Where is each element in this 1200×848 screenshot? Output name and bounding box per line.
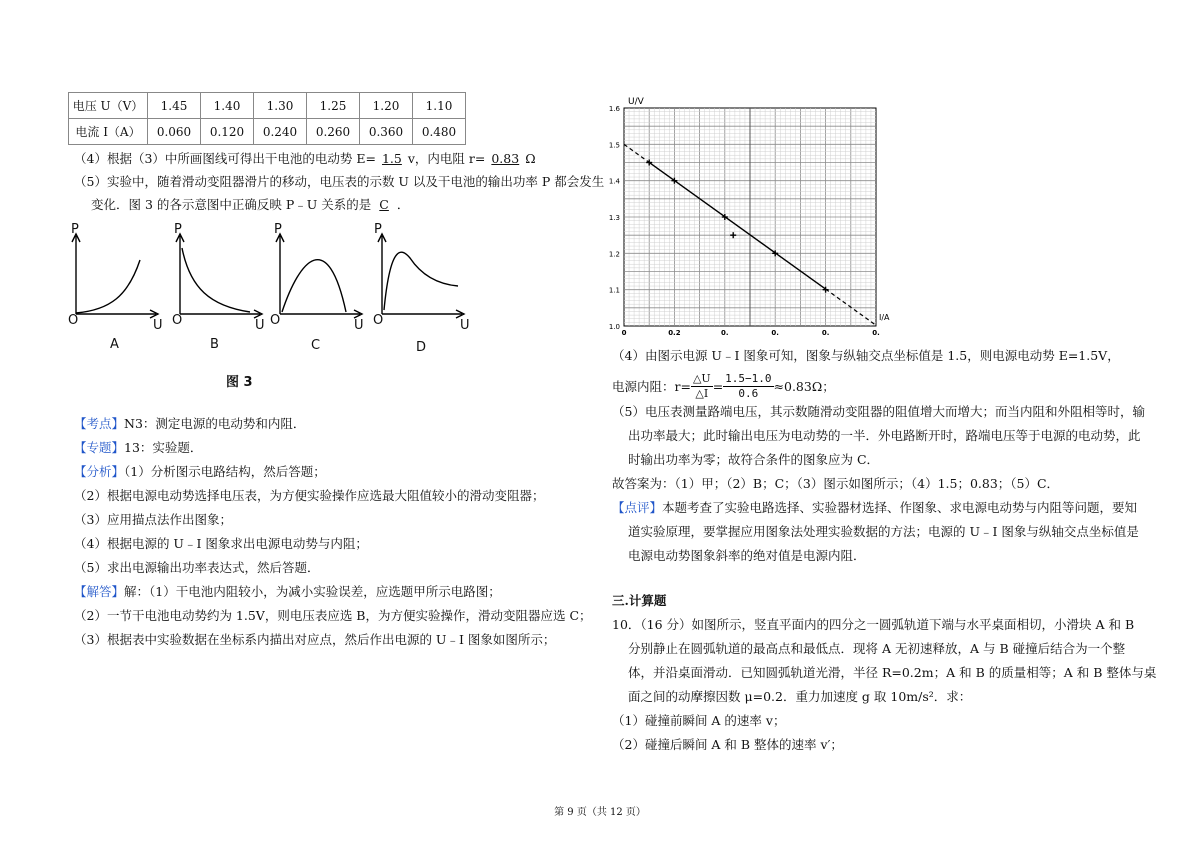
x-tick-label: 0.2 [668, 329, 681, 336]
fenxi-tag: 【分析】 [74, 464, 125, 479]
fraction-values-numerator: 1.5−1.0 [725, 372, 772, 385]
formula-result: ≈0.83Ω； [773, 378, 835, 394]
table-cell: 1.40 [201, 93, 254, 119]
graph-a-u-label: U [153, 318, 163, 333]
question-4-line [74, 151, 536, 167]
q10-line-1: 10．（16 分）如图所示，竖直平面内的四分之一圆弧轨道下端与水平桌面相切，小滑块 A 和 B [612, 617, 1135, 632]
table-cell: 1.10 [413, 93, 466, 119]
graph-d-u-label: U [460, 318, 470, 333]
q5-answer: C [379, 197, 389, 212]
table-cell: 0.360 [360, 119, 413, 145]
fraction-delta-denominator: △I [695, 387, 709, 400]
graph-c-curve [282, 260, 346, 312]
graph-c-label: C [311, 338, 321, 353]
answer-line: 故答案为：（1）甲；（2）B；C；（3）图示如图所示；（4）1.5；0.83；（5）C． [612, 476, 1060, 491]
chart-x-axis-label: I/A [879, 313, 890, 322]
table-header-cell: 电压 U（V） [69, 93, 148, 119]
q10-line-2: 分别静止在圆弧轨道的最高点和最低点．现将 A 无初速释放，A 与 B 碰撞后结合为一个整 [628, 641, 1126, 656]
fraction-values [723, 372, 773, 401]
u-i-chart [606, 96, 898, 336]
page-footer: 第 9 页（共 12 页） [554, 807, 646, 818]
zhuanti-tag: 【专题】 [74, 440, 125, 455]
right-q4-line: （4）由图示电源 U﹣I 图象可知，图象与纵轴交点坐标值是 1.5，则电源电动势 E=1.5V， [612, 348, 1120, 363]
y-tick-label: 1.3 [608, 214, 620, 222]
x-tick-label: 0. [821, 329, 830, 336]
dianping-line [612, 500, 1137, 516]
question-5-line1: （5）实验中，随着滑动变阻器滑片的移动，电压表的示数 U 以及干电池的输出功率 P 都会发生 [74, 174, 605, 189]
jieda-line [74, 584, 501, 600]
graph-a-label: A [110, 337, 119, 352]
y-tick-label: 1.4 [608, 177, 620, 186]
question-5-line2 [91, 197, 409, 213]
y-tick-label: 1.2 [608, 250, 620, 259]
table-cell: 1.45 [148, 93, 201, 119]
fenxi-line-3: （3）应用描点法作出图象； [74, 512, 232, 527]
dianping-tag: 【点评】 [612, 500, 663, 515]
q10-sub-2: （2）碰撞后瞬间 A 和 B 整体的速率 v′； [612, 737, 843, 752]
graph-b-o-label: O [172, 313, 183, 328]
x-tick-label: 0. [872, 329, 880, 336]
table-cell: 1.20 [360, 93, 413, 119]
q4-unit: Ω [525, 151, 536, 166]
q5-text: 变化．图 3 的各示意图中正确反映 P﹣U 关系的是 [91, 197, 372, 212]
table-cell: 0.260 [307, 119, 360, 145]
section-title: 三.计算题 [612, 593, 667, 608]
fraction-delta [691, 372, 713, 401]
q10-line-4: 面之间的动摩擦因数 μ=0.2．重力加速度 g 取 10m/s²．求： [628, 689, 972, 704]
zhuanti-text: 13：实验题． [124, 440, 203, 455]
figure-3-graphs [60, 218, 480, 398]
q4-text: （4）根据（3）中所画图线可得出干电池的电动势 E= [74, 151, 376, 166]
kaodian-tag: 【考点】 [74, 416, 125, 431]
y-tick-label: 1.6 [608, 105, 620, 113]
graph-b-label: B [210, 337, 219, 352]
graph-a-o-label: O [68, 313, 79, 328]
fenxi-text: （1）分析图示电路结构，然后答题； [124, 464, 326, 479]
zhuanti-line [74, 440, 202, 456]
dianping-line-2: 道实验原理，要掌握应用图象法处理实验数据的方法；电源的 U﹣I 图象与纵轴交点坐标值是 [628, 524, 1139, 539]
graph-c-p-label: P [274, 222, 282, 237]
jieda-line-2: （2）一节干电池电动势约为 1.5V，则电压表应选 B，为方便实验操作，滑动变阻器应选 C； [74, 608, 592, 623]
table-cell: 1.30 [254, 93, 307, 119]
table-cell: 0.240 [254, 119, 307, 145]
formula-prefix: 电源内阻：r= [612, 378, 691, 394]
graph-a-p-label: P [71, 222, 79, 237]
q4-emf-answer: 1.5 [381, 151, 402, 166]
table-cell: 0.060 [148, 119, 201, 145]
dianping-line-3: 电源电动势图象斜率的绝对值是电源内阻． [628, 548, 866, 563]
graph-d-p-label: P [374, 222, 382, 237]
x-tick-label: 0. [771, 329, 779, 336]
q4-text-mid: v，内电阻 r= [407, 151, 486, 166]
dianping-text: 本题考查了实验电路选择、实验器材选择、作图象、求电源电动势与内阻等问题，要知 [662, 500, 1138, 515]
formula-equals: = [712, 378, 724, 394]
q10-line-3: 体，并沿桌面滑动．已知圆弧轨道光滑，半径 R=0.2m；A 和 B 的质量相等；A 和 B 整体与桌 [628, 665, 1157, 680]
q10-sub-1: （1）碰撞前瞬间 A 的速率 v； [612, 713, 786, 728]
graph-b-curve [182, 248, 250, 312]
q4-resistance-answer: 0.83 [491, 151, 520, 166]
fraction-values-denominator: 0.6 [738, 387, 759, 400]
right-q5-line-2: 出功率最大；此时输出电压为电动势的一半．外电路断开时，路端电压等于电源的电动势，此 [628, 428, 1141, 443]
right-q5-line-3: 时输出功率为零；故符合条件的图象应为 C． [628, 452, 880, 467]
table-row [69, 119, 466, 145]
table-header-cell: 电流 I（A） [69, 119, 148, 145]
graph-a-curve [76, 260, 140, 313]
fenxi-line-2: （2）根据电源电动势选择电压表，为方便实验操作应选最大阻值较小的滑动变阻器； [74, 488, 545, 503]
q5-end: ． [396, 197, 410, 212]
table-cell: 0.480 [413, 119, 466, 145]
graph-b-u-label: U [255, 318, 265, 333]
data-table [68, 92, 466, 145]
kaodian-text: N3：测定电源的电动势和内阻． [124, 416, 306, 431]
table-cell: 1.25 [307, 93, 360, 119]
table-cell: 0.120 [201, 119, 254, 145]
table-row [69, 93, 466, 119]
jieda-line-3: （3）根据表中实验数据在坐标系内描出对应点，然后作出电源的 U﹣I 图象如图所示； [74, 632, 556, 647]
graph-b-p-label: P [174, 222, 182, 237]
graph-d-o-label: O [373, 313, 384, 328]
fenxi-line-5: （5）求出电源输出功率表达式，然后答题． [74, 560, 320, 575]
fraction-delta-numerator: △U [692, 372, 711, 385]
figure-caption: 图 3 [226, 375, 253, 390]
x-tick-label: 0. [721, 329, 729, 336]
x-tick-label: 0 [621, 329, 627, 336]
y-tick-label: 1.5 [608, 141, 620, 150]
jieda-tag: 【解答】 [74, 584, 125, 599]
graph-c-o-label: O [270, 313, 281, 328]
graph-d-curve [384, 252, 458, 310]
graph-c-u-label: U [354, 318, 364, 333]
resistance-formula [612, 372, 835, 401]
kaodian-line [74, 416, 305, 432]
graph-d-label: D [416, 340, 427, 355]
y-tick-label: 1.1 [608, 286, 620, 295]
y-tick-label: 1.0 [608, 323, 620, 331]
fenxi-line-4: （4）根据电源的 U﹣I 图象求出电源电动势与内阻； [74, 536, 368, 551]
chart-y-axis-label: U/V [628, 97, 644, 107]
fenxi-line [74, 464, 326, 480]
right-q5-line-1: （5）电压表测量路端电压，其示数随滑动变阻器的阻值增大而增大；而当内阻和外阻相等时，输 [612, 404, 1145, 419]
jieda-text: 解：（1）干电池内阻较小，为减小实验误差，应选题甲所示电路图； [124, 584, 501, 599]
